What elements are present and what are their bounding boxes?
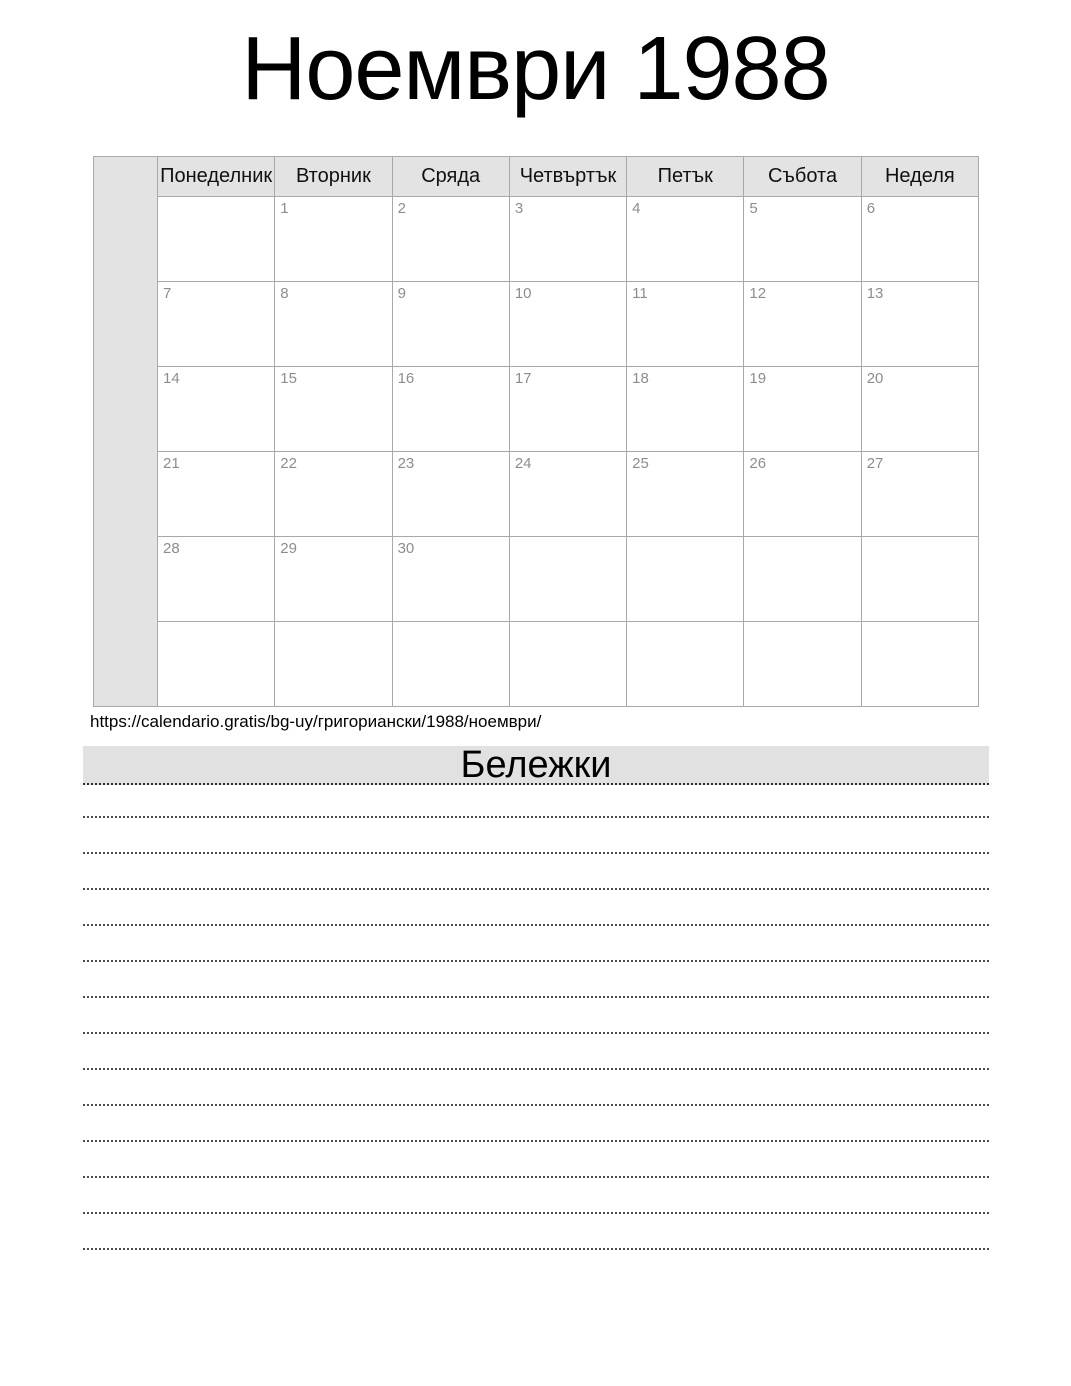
- day-number: 18: [632, 370, 649, 387]
- day-header-sunday: Неделя: [861, 157, 978, 197]
- day-cell: [275, 367, 392, 452]
- day-number: 26: [749, 455, 767, 472]
- day-cell: [861, 367, 978, 452]
- day-cell: [392, 452, 509, 537]
- day-number: [158, 622, 274, 625]
- day-cell: [509, 282, 626, 367]
- day-cell: [275, 282, 392, 367]
- day-cell: [861, 197, 978, 282]
- day-number: [275, 622, 391, 625]
- day-number: 29: [280, 540, 297, 557]
- day-header-wednesday: Сряда: [392, 157, 509, 197]
- week-row: [94, 452, 979, 537]
- day-number: 8: [280, 285, 289, 302]
- note-line: [83, 998, 989, 1034]
- note-line: [83, 1106, 989, 1142]
- day-cell: [158, 622, 275, 707]
- day-cell: [627, 537, 744, 622]
- day-number: [158, 197, 274, 200]
- day-header-thursday: Четвъртък: [509, 157, 626, 197]
- day-number: 1: [280, 200, 289, 217]
- notes-header: [83, 743, 989, 786]
- day-cell: [627, 452, 744, 537]
- day-number: 9: [397, 285, 406, 302]
- day-number: [393, 622, 509, 625]
- day-cell: [627, 197, 744, 282]
- day-header-friday: Петък: [627, 157, 744, 197]
- note-line: [83, 1034, 989, 1070]
- day-cell: [275, 622, 392, 707]
- note-line: [83, 1178, 989, 1214]
- day-cell: [861, 282, 978, 367]
- day-cell: [275, 452, 392, 537]
- calendar-table: [93, 156, 979, 707]
- day-cell: [509, 622, 626, 707]
- day-number: 14: [163, 370, 180, 387]
- week-row: [94, 622, 979, 707]
- day-cell: [744, 197, 861, 282]
- day-number: 16: [397, 370, 415, 387]
- note-line: [83, 1070, 989, 1106]
- day-number: [510, 622, 626, 625]
- day-number: 17: [514, 370, 532, 387]
- day-number: 20: [866, 370, 884, 387]
- day-number: 21: [163, 455, 180, 472]
- page-title: Ноември 1988: [241, 19, 830, 119]
- day-cell: [392, 537, 509, 622]
- day-number: [862, 622, 978, 625]
- day-number: 25: [632, 455, 649, 472]
- day-number: 12: [749, 285, 767, 302]
- day-number: [627, 622, 743, 625]
- day-cell: [861, 537, 978, 622]
- day-cell: [861, 452, 978, 537]
- day-number: 15: [280, 370, 297, 387]
- day-number: 11: [632, 285, 648, 302]
- day-header-tuesday: Вторник: [275, 157, 392, 197]
- week-row: [94, 282, 979, 367]
- day-cell: [744, 282, 861, 367]
- source-url: https://calendario.gratis/bg-uy/григориански/1988/ноември/: [90, 712, 542, 731]
- day-number: 10: [514, 285, 532, 302]
- day-number: 19: [749, 370, 767, 387]
- week-row: [94, 197, 979, 282]
- day-cell: [744, 367, 861, 452]
- day-number: 5: [749, 200, 758, 217]
- day-number: 3: [514, 200, 524, 217]
- day-number: 6: [866, 200, 876, 217]
- day-number: [744, 537, 860, 540]
- day-number: 7: [163, 285, 172, 302]
- day-cell: [627, 282, 744, 367]
- day-cell: [158, 537, 275, 622]
- day-cell: [861, 622, 978, 707]
- day-number: 2: [397, 200, 406, 217]
- day-cell: [744, 622, 861, 707]
- day-cell: [392, 282, 509, 367]
- day-number: 24: [514, 455, 532, 472]
- day-cell: [509, 197, 626, 282]
- day-number: 27: [866, 455, 884, 472]
- day-header-saturday: Събота: [744, 157, 861, 197]
- day-cell: [744, 452, 861, 537]
- note-line: [83, 890, 989, 926]
- notes-section: [0, 743, 1071, 1250]
- notes-lines: [83, 785, 989, 1250]
- day-number: [862, 537, 978, 540]
- day-cell: [158, 197, 275, 282]
- day-number: [744, 622, 860, 625]
- day-cell: [509, 537, 626, 622]
- day-cell: [744, 537, 861, 622]
- day-number: 4: [632, 200, 641, 217]
- week-row: [94, 367, 979, 452]
- note-line: [83, 962, 989, 998]
- day-number: [510, 537, 626, 540]
- day-cell: [392, 622, 509, 707]
- day-number: [627, 537, 743, 540]
- day-number: 13: [866, 285, 884, 302]
- day-cell: [158, 282, 275, 367]
- day-cell: [158, 367, 275, 452]
- day-number: 22: [280, 455, 297, 472]
- note-line: [83, 785, 989, 818]
- day-number: 30: [397, 540, 415, 557]
- day-cell: [392, 197, 509, 282]
- note-line: [83, 818, 989, 854]
- day-cell: [627, 367, 744, 452]
- note-line: [83, 1142, 989, 1178]
- day-cell: [509, 367, 626, 452]
- notes-title: Бележки: [460, 743, 612, 786]
- day-cell: [158, 452, 275, 537]
- day-number: 28: [163, 540, 180, 557]
- day-cell: [275, 197, 392, 282]
- note-line: [83, 1214, 989, 1250]
- day-cell: [392, 367, 509, 452]
- note-line: [83, 926, 989, 962]
- day-cell: [509, 452, 626, 537]
- day-number: 23: [397, 455, 415, 472]
- week-row: [94, 537, 979, 622]
- week-number-strip: [94, 157, 158, 707]
- calendar-header-row: [94, 157, 979, 197]
- day-cell: [275, 537, 392, 622]
- note-line: [83, 854, 989, 890]
- day-cell: [627, 622, 744, 707]
- day-header-monday: Понеделник: [158, 157, 275, 197]
